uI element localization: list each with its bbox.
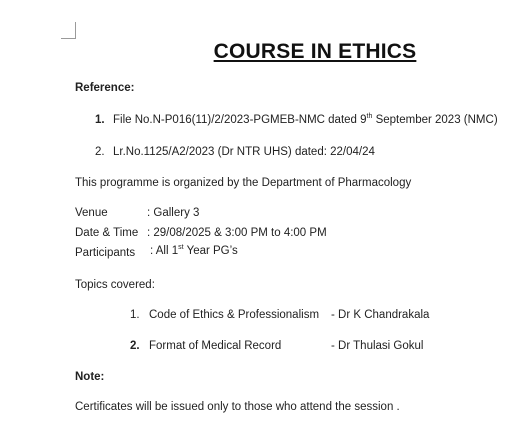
participants-label: Participants [75, 247, 136, 259]
reference-2-number: 2. [95, 146, 105, 158]
page-corner-mark [61, 22, 76, 39]
note-heading: Note: [75, 371, 105, 383]
participants-superscript: st [178, 244, 184, 252]
topic-1-title: Code of Ethics & Professionalism [149, 309, 320, 321]
venue-value: : Gallery 3 [147, 207, 200, 219]
topic-2-title: Format of Medical Record [149, 340, 282, 352]
organizer-line: This programme is organized by the Department of Pharmacology [75, 177, 412, 189]
reference-1-text: File No.N-P016(11)/2/2023-PGMEB-NMC dated 9th September 2023 (NMC) [113, 113, 498, 126]
participants-value: : All 1st Year PG’s [150, 244, 238, 257]
reference-1-superscript: th [366, 113, 373, 121]
topic-2-number: 2. [130, 340, 140, 352]
topic-2-speaker: - Dr Thulasi Gokul [331, 340, 424, 352]
note-text: Certificates will be issued only to those who attend the session . [75, 401, 400, 413]
datetime-value: : 29/08/2025 & 3:00 PM to 4:00 PM [147, 227, 327, 239]
venue-label: Venue [75, 207, 108, 219]
reference-2-text: Lr.No.1125/A2/2023 (Dr NTR UHS) dated: 22/04/24 [113, 146, 375, 158]
topics-heading: Topics covered: [75, 279, 155, 291]
topic-1-number: 1. [130, 309, 140, 321]
datetime-label: Date & Time [75, 227, 139, 239]
reference-1-number: 1. [95, 114, 105, 126]
page-title: COURSE IN ETHICS [213, 40, 417, 63]
reference-heading: Reference: [75, 82, 135, 94]
topic-1-speaker: - Dr K Chandrakala [331, 309, 430, 321]
